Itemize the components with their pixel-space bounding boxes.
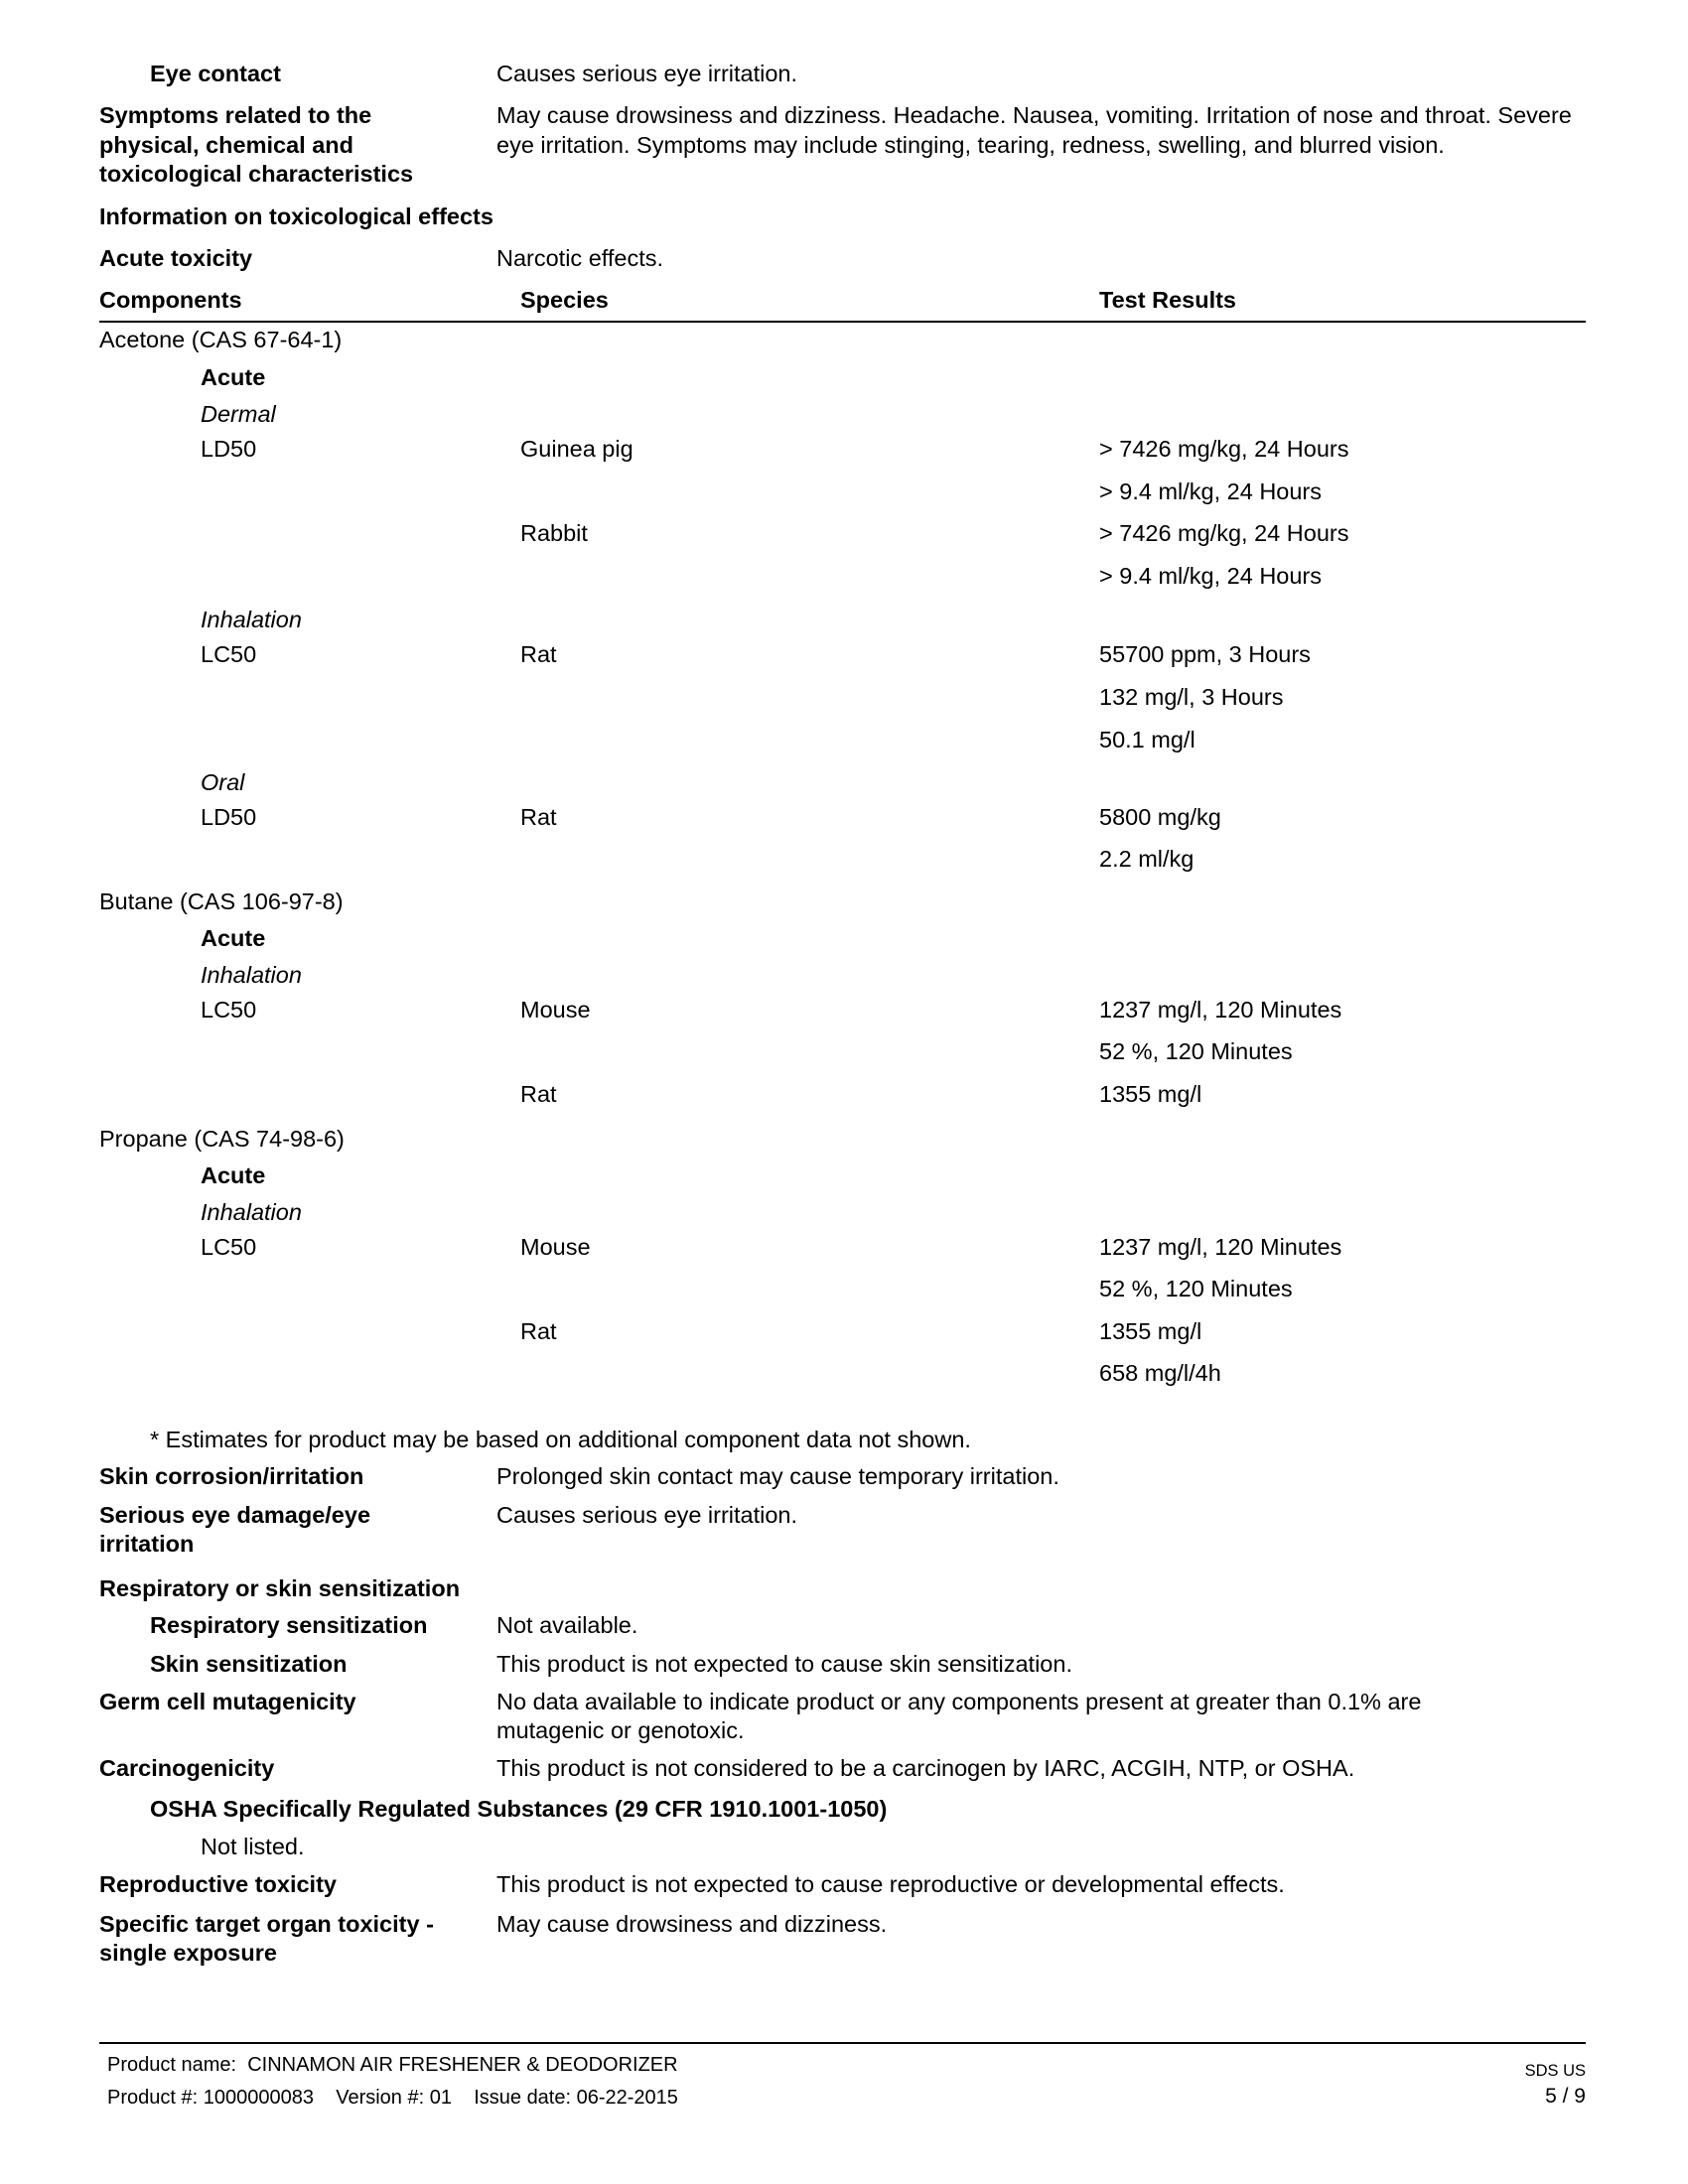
acetone-oral: Oral (201, 769, 245, 795)
respiratory-sensitization-label: Respiratory sensitization (150, 1612, 428, 1638)
page-number: 5 / 9 (1545, 2085, 1586, 2108)
eye-contact-value: Causes serious eye irritation. (496, 61, 798, 86)
reproductive-toxicity-value: This product is not expected to cause reproductive or developmental effects. (496, 1871, 1285, 1897)
acetone-result: > 9.4 ml/kg, 24 Hours (1099, 563, 1323, 589)
acetone-oral-test: LD50 (201, 804, 257, 830)
version: 01 (429, 2087, 452, 2109)
issue-date: 06-22-2015 (576, 2087, 678, 2109)
eye-damage-label: Serious eye damage/eye irritation (99, 1502, 371, 1557)
stot-label: Specific target organ toxicity - single exposure (99, 1911, 434, 1966)
propane-result: 1237 mg/l, 120 Minutes (1099, 1234, 1342, 1260)
table-header-rule (99, 321, 1586, 323)
table-header-components: Components (99, 287, 242, 313)
product-name-label: Product name: (107, 2054, 237, 2076)
component-propane: Propane (CAS 74-98-6) (99, 1126, 345, 1152)
butane-acute: Acute (201, 925, 266, 951)
acetone-species-rat: Rat (520, 804, 557, 830)
germ-cell-label: Germ cell mutagenicity (99, 1689, 356, 1714)
butane-species-mouse: Mouse (520, 997, 591, 1023)
acetone-result: > 7426 mg/kg, 24 Hours (1099, 520, 1349, 546)
butane-result: 1355 mg/l (1099, 1081, 1202, 1107)
acetone-result: 50.1 mg/l (1099, 727, 1196, 752)
acetone-dermal: Dermal (201, 401, 276, 427)
symptoms-value: May cause drowsiness and dizziness. Headache. Nausea, vomiting. Irritation of nose and throat. Severe eye irritation. Symptoms may include stinging, tearing, redness, swelling, and blurred vision. (496, 102, 1572, 158)
propane-acute: Acute (201, 1162, 266, 1188)
acetone-result: 5800 mg/kg (1099, 804, 1221, 830)
propane-result: 1355 mg/l (1099, 1318, 1202, 1344)
carcinogenicity-value: This product is not considered to be a carcinogen by IARC, ACGIH, NTP, or OSHA. (496, 1755, 1355, 1781)
acetone-dermal-test: LD50 (201, 436, 257, 462)
eye-damage-value: Causes serious eye irritation. (496, 1502, 798, 1528)
butane-inhalation: Inhalation (201, 962, 302, 988)
skin-sensitization-label: Skin sensitization (150, 1651, 348, 1677)
osha-value: Not listed. (201, 1834, 305, 1859)
acetone-inhalation: Inhalation (201, 607, 302, 632)
acetone-species-guinea-pig: Guinea pig (520, 436, 633, 462)
sensitization-heading: Respiratory or skin sensitization (99, 1575, 461, 1601)
butane-test: LC50 (201, 997, 257, 1023)
issue-date-label: Issue date: (474, 2087, 572, 2109)
eye-contact-label: Eye contact (150, 61, 281, 86)
acute-toxicity-label: Acute toxicity (99, 245, 253, 271)
propane-result: 52 %, 120 Minutes (1099, 1276, 1293, 1301)
symptoms-label: Symptoms related to the physical, chemical and toxicological characteristics (99, 102, 414, 187)
propane-test: LC50 (201, 1234, 257, 1260)
reproductive-toxicity-label: Reproductive toxicity (99, 1871, 337, 1897)
acetone-inhalation-test: LC50 (201, 641, 257, 667)
butane-species-rat: Rat (520, 1081, 557, 1107)
acetone-result: > 7426 mg/kg, 24 Hours (1099, 436, 1349, 462)
sds-label: SDS US (1524, 2062, 1586, 2080)
propane-species-rat: Rat (520, 1318, 557, 1344)
acetone-species-rat: Rat (520, 641, 557, 667)
propane-result: 658 mg/l/4h (1099, 1360, 1221, 1386)
component-butane: Butane (CAS 106-97-8) (99, 888, 344, 914)
footer-rule (99, 2042, 1586, 2044)
product-name: CINNAMON AIR FRESHENER & DEODORIZER (247, 2054, 678, 2076)
acetone-result: > 9.4 ml/kg, 24 Hours (1099, 478, 1323, 504)
respiratory-sensitization-value: Not available. (496, 1612, 638, 1638)
table-header-species: Species (520, 287, 609, 313)
acetone-result: 2.2 ml/kg (1099, 846, 1195, 872)
butane-result: 1237 mg/l, 120 Minutes (1099, 997, 1342, 1023)
product-number-label: Product #: (107, 2087, 199, 2109)
osha-heading: OSHA Specifically Regulated Substances (29 CFR 1910.1001-1050) (150, 1796, 888, 1822)
skin-corrosion-value: Prolonged skin contact may cause temporary irritation. (496, 1463, 1059, 1489)
butane-result: 52 %, 120 Minutes (1099, 1038, 1293, 1064)
estimates-footnote: * Estimates for product may be based on additional component data not shown. (150, 1427, 971, 1452)
acute-toxicity-value: Narcotic effects. (496, 245, 664, 271)
stot-value: May cause drowsiness and dizziness. (496, 1911, 888, 1937)
footer-product-name (107, 2051, 678, 2080)
footer-product-info (107, 2084, 678, 2113)
propane-inhalation: Inhalation (201, 1199, 302, 1225)
carcinogenicity-label: Carcinogenicity (99, 1755, 275, 1781)
acetone-acute: Acute (201, 364, 266, 390)
acetone-result: 55700 ppm, 3 Hours (1099, 641, 1311, 667)
germ-cell-value: No data available to indicate product or any components present at greater than 0.1% are mutagenic or genotoxic. (496, 1689, 1422, 1743)
version-label: Version #: (336, 2087, 425, 2109)
skin-sensitization-value: This product is not expected to cause skin sensitization. (496, 1651, 1072, 1677)
acetone-result: 132 mg/l, 3 Hours (1099, 684, 1284, 710)
table-header-test-results: Test Results (1099, 287, 1236, 313)
component-acetone: Acetone (CAS 67-64-1) (99, 327, 343, 352)
acetone-species-rabbit: Rabbit (520, 520, 588, 546)
propane-species-mouse: Mouse (520, 1234, 591, 1260)
skin-corrosion-label: Skin corrosion/irritation (99, 1463, 364, 1489)
product-number: 1000000083 (203, 2087, 314, 2109)
toxicological-effects-heading: Information on toxicological effects (99, 204, 493, 229)
